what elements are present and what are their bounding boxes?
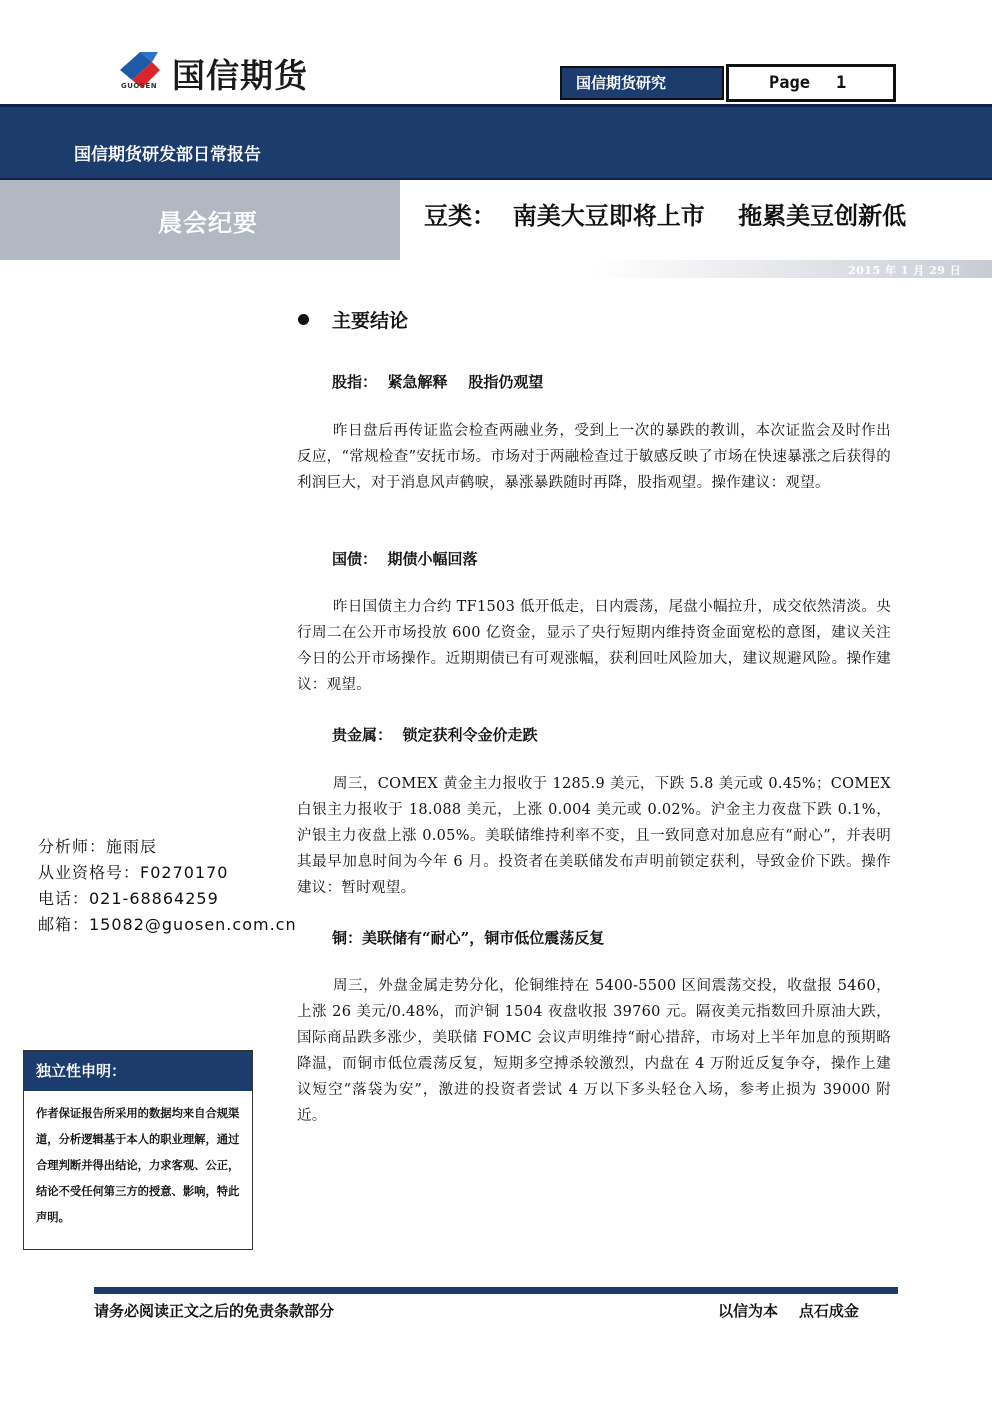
page-label: Page — [769, 73, 810, 93]
logo-sub: GUOSEN — [121, 82, 158, 90]
paragraph-bond: 昨日国债主力合约 TF1503 低开低走，日内震荡，尾盘小幅拉升，成交依然清淡。央行周二在公开市场投放 600 亿资金，显示了央行短期内维持资金面宽松的意图，建议关注今日的公开市场操作。近期期债已有可观涨幅，获利回吐风险加大，建议规避风险。操作建议：观望。 — [297, 599, 891, 693]
paragraph-metals: 周三，COMEX 黄金主力报收于 1285.9 美元，下跌 5.8 美元或 0.45%；COMEX 白银主力报收于 18.088 美元，上涨 0.004 美元或 0.02%。沪金主力夜盘下跌 0.1%，沪银主力夜盘上涨 0.05%。美联储维持利率不变，且一致同意对加息应有“耐心”，并表明其最早加息时间为今年 6 月。投资者在美联储发布声明前锁定获利，导致金价下跌。操作建议：暂时观望。 — [297, 776, 891, 896]
research-label: 国信期货研究 — [560, 66, 724, 100]
subsection-title-bond: 国债： 期债小幅回落 — [332, 550, 478, 568]
subsection-title-metals: 贵金属： 锁定获利令金价走跌 — [332, 726, 538, 744]
paragraph-copper: 周三，外盘金属走势分化，伦铜维持在 5400-5500 区间震荡交投，收盘报 5460，上涨 26 美元/0.48%，而沪铜 1504 夜盘收报 39760 元。隔夜美元指数回升原油大跌，国际商品跌多涨少，美联储 FOMC 会议声明维持“耐心措辞，市场对上半年加息的预期略降温，而铜市低位震荡反复，短期多空搏杀较激烈，内盘在 4 万附近反复争夺，操作上建议短空“落袋为安”，激进的投资者尝试 4 万以下多头轻仓入场，参考止损为 39000 附近。 — [297, 978, 891, 1124]
subsection-title-copper: 铜：美联储有“耐心”，铜市低位震荡反复 — [332, 929, 605, 947]
section-label: 晨会纪要 — [158, 208, 258, 237]
date-strip — [0, 260, 992, 278]
footer-rule — [94, 1287, 898, 1294]
logo-text: 国信期货 — [172, 56, 308, 95]
footer-slogan: 以信为本 点石成金 — [718, 1302, 859, 1320]
footer-disclaimer: 请务必阅读正文之后的免责条款部分 — [94, 1302, 335, 1320]
page-indicator — [726, 64, 896, 102]
analyst-email: 邮箱：15082@guosen.com.cn — [38, 915, 297, 934]
report-date: 2015 年 1 月 29 日 — [848, 264, 962, 277]
analyst-phone: 电话：021-68864259 — [38, 889, 219, 908]
section-heading: 主要结论 — [332, 310, 409, 332]
paragraph-index: 昨日盘后再传证监会检查两融业务，受到上一次的暴跌的教训，本次证监会及时作出反应，“常规检查”安抚市场。市场对于两融检查过于敏感反映了市场在快速暴涨之后获得的利润巨大，对于消息风声鹤唳，暴涨暴跌随时再降，股指观望。操作建议：观望。 — [297, 423, 891, 491]
analyst-license: 从业资格号：F0270170 — [38, 863, 229, 882]
report-title: 豆类： 南美大豆即将上市 拖累美豆创新低 — [424, 201, 907, 230]
disclaimer-title: 独立性申明： — [24, 1051, 252, 1091]
bullet-icon — [298, 314, 309, 325]
disclaimer-body: 作者保证报告所采用的数据均来自合规渠道，分析逻辑基于本人的职业理解，通过合理判断并得出结论，力求客观、公正，结论不受任何第三方的授意、影响，特此声明。 — [36, 1106, 240, 1224]
banner-title: 国信期货研发部日常报告 — [74, 145, 261, 165]
page-number: 1 — [835, 73, 847, 93]
subsection-title-index: 股指： 紧急解释 股指仍观望 — [332, 373, 544, 391]
analyst-name: 分析师：施雨辰 — [38, 837, 158, 856]
